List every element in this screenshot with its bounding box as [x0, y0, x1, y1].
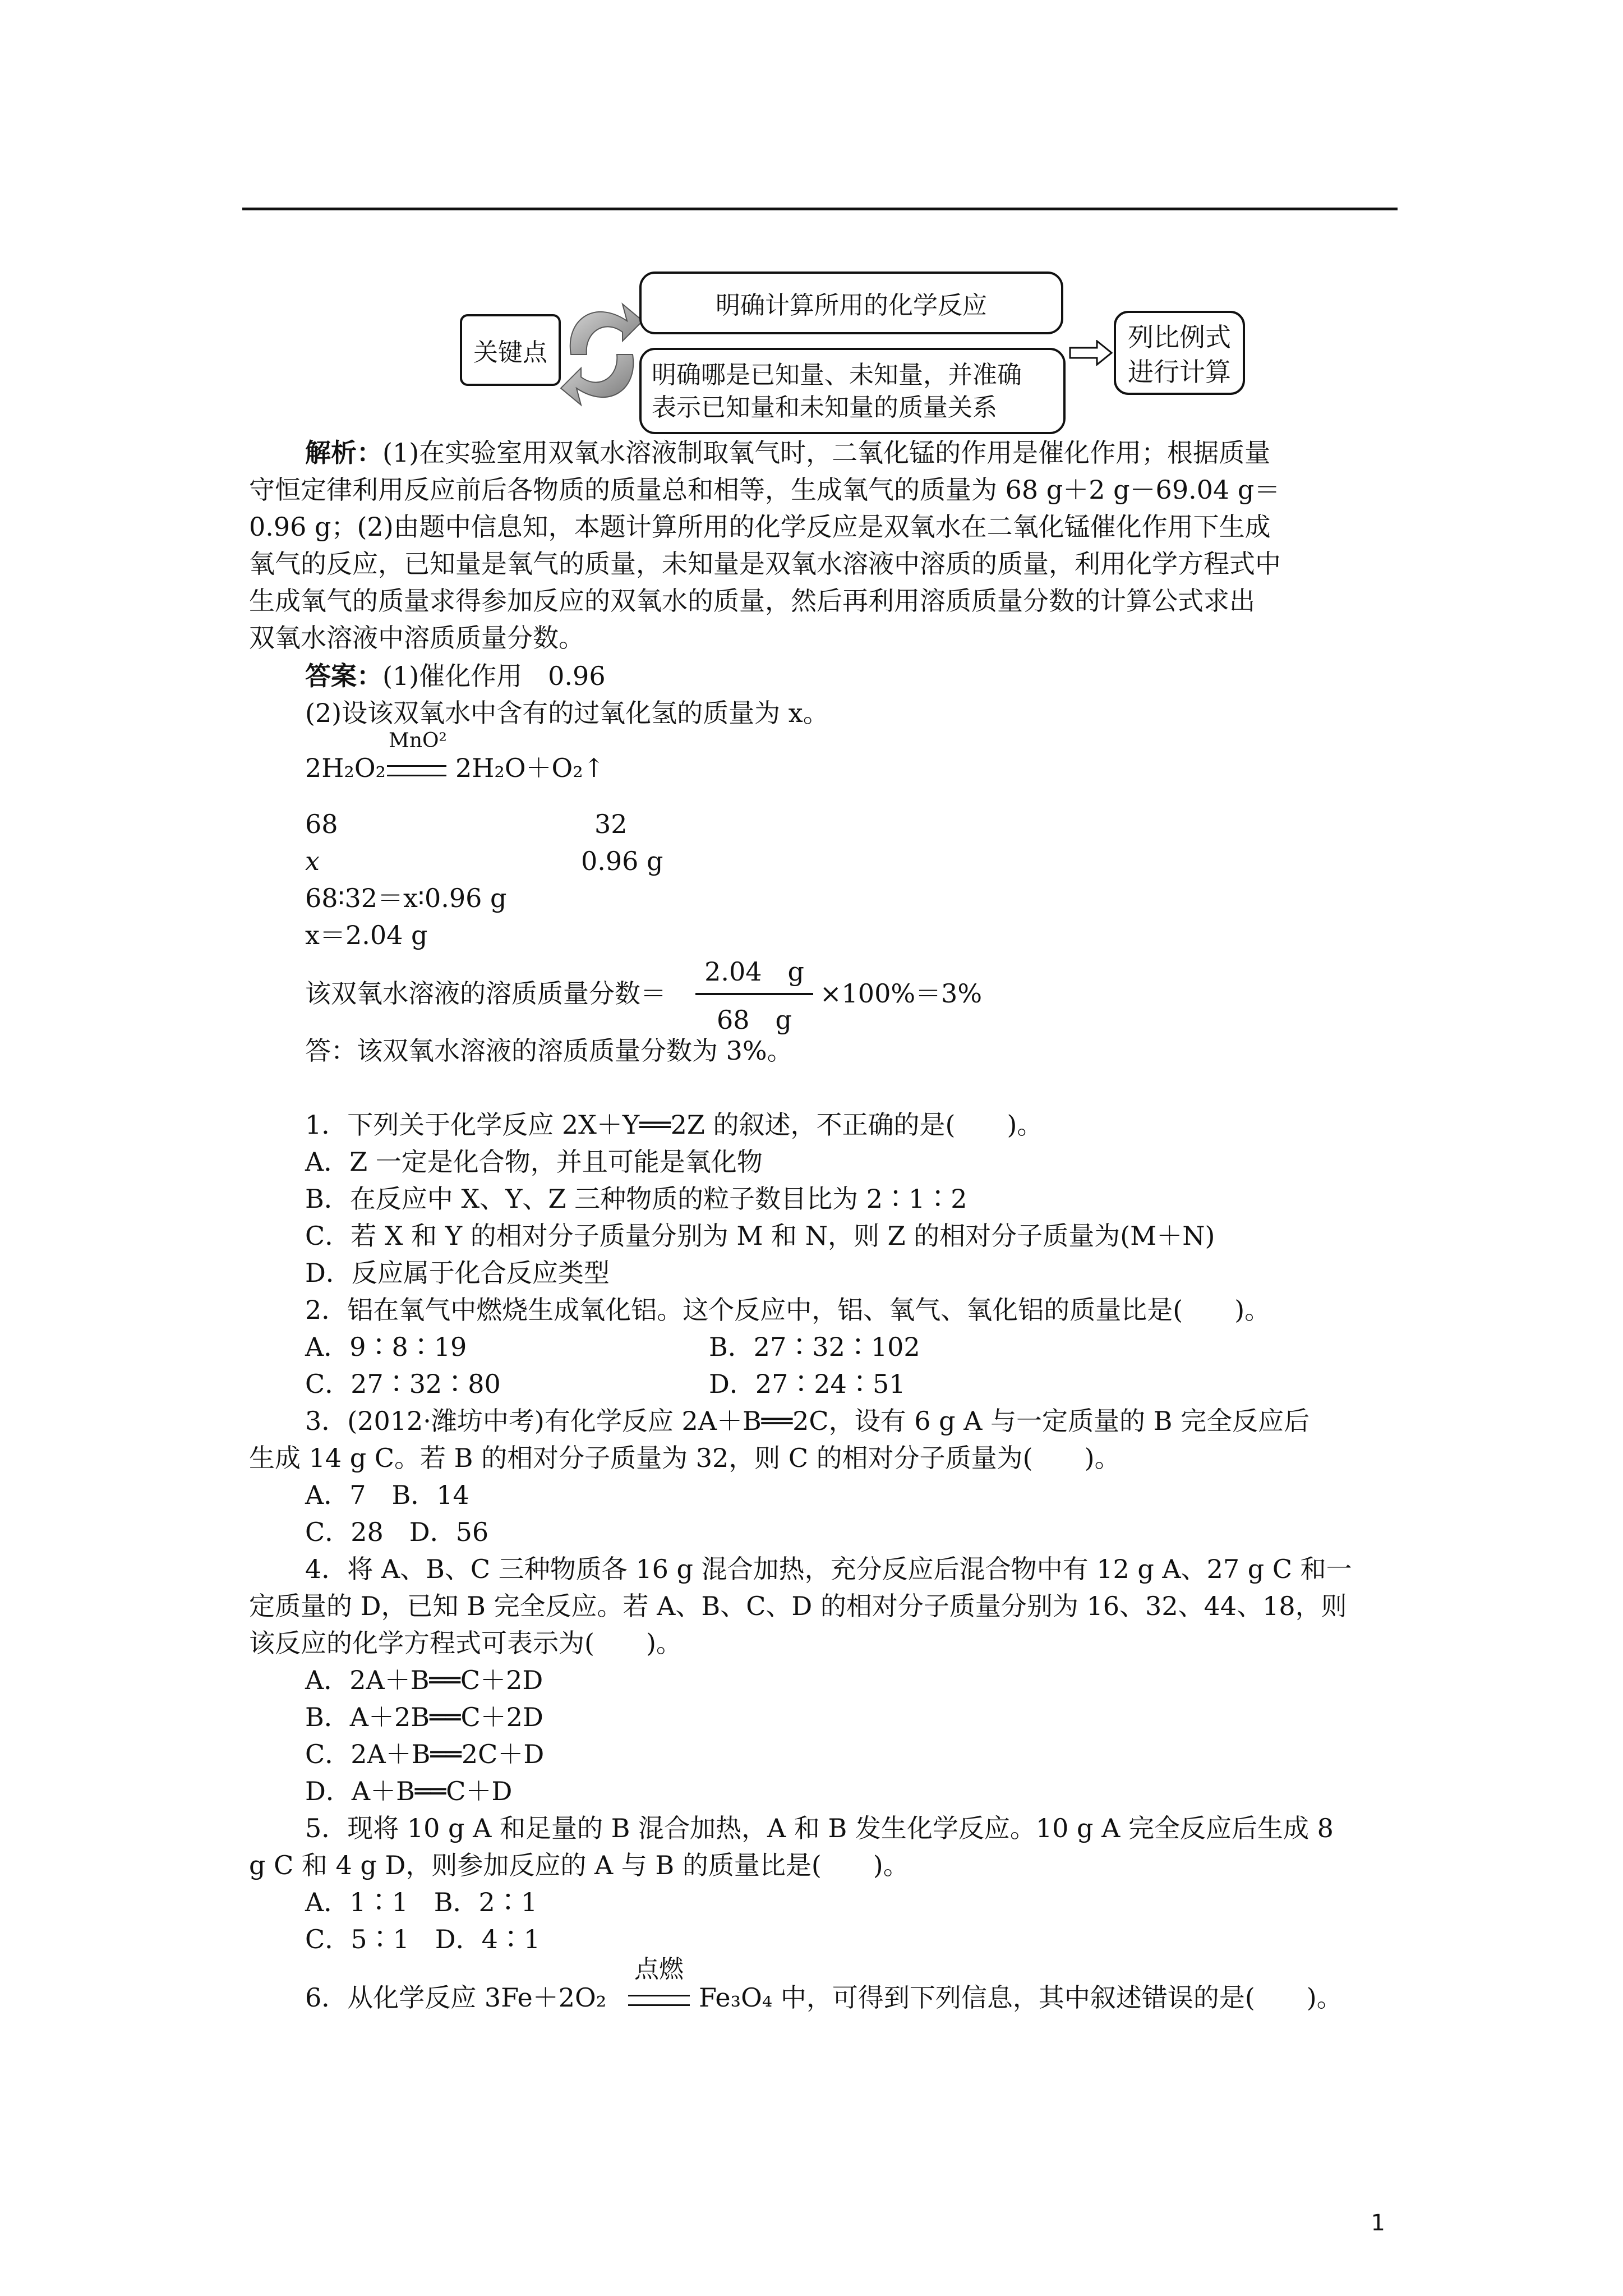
- q1-option-c: C．若 X 和 Y 的相对分子质量分别为 M 和 N，则 Z 的相对分子质量为(M＋N): [305, 1221, 1215, 1251]
- q4-option-d: D．A＋B══C＋D: [305, 1776, 513, 1806]
- header-rule: [242, 208, 1398, 210]
- analysis-line-3: 0.96 g；(2)由题中信息知，本题计算所用的化学反应是双氧水在二氧化锰催化作用下生成: [249, 512, 1271, 542]
- right-arrow-icon: [1069, 340, 1113, 366]
- q1-option-a: A．Z 一定是化合物，并且可能是氧化物: [305, 1147, 763, 1177]
- q6-equals: [628, 1995, 690, 2006]
- fraction-denominator: 68 g: [717, 1005, 792, 1035]
- bottom-step-box: [639, 348, 1066, 434]
- key-point-diagram: [460, 264, 1245, 443]
- analysis-label: 解析：: [305, 438, 382, 468]
- answer-label: 答案：: [305, 661, 382, 691]
- result-line: x＝2.04 g: [305, 920, 428, 950]
- key-point-box: 关键点: [460, 314, 561, 386]
- ratio-line: 68∶32＝x∶0.96 g: [305, 883, 507, 913]
- analysis-line-4: 氧气的反应，已知量是氧气的质量，未知量是双氧水溶液中溶质的质量，利用化学方程式中: [249, 549, 1281, 579]
- q2-stem: 2．铝在氧气中燃烧生成氧化铝。这个反应中，铝、氧气、氧化铝的质量比是( )。: [305, 1295, 1271, 1325]
- q2-option-c: C．27∶32∶80: [305, 1369, 501, 1399]
- q5-options-cd: C．5∶1 D．4∶1: [305, 1924, 541, 1954]
- equation-right: 2H₂O＋O₂↑: [455, 753, 605, 783]
- catalyst-label: MnO²: [389, 729, 447, 752]
- analysis-line-5: 生成氧气的质量求得参加反应的双氧水的质量，然后再利用溶质质量分数的计算公式求出: [249, 586, 1255, 616]
- analysis-line-1: 解析：(1)在实验室用双氧水溶液制取氧气时，二氧化锰的作用是催化作用；根据质量: [305, 438, 1271, 468]
- q3-stem-1: 3．(2012·潍坊中考)有化学反应 2A＋B══2C，设有 6 g A 与一定质量的 B 完全反应后: [305, 1406, 1310, 1436]
- cycle-arrows-icon: [560, 287, 644, 422]
- bottom-step-line-1: 明确哪是已知量、未知量，并准确: [652, 361, 1022, 389]
- final-answer: 答：该双氧水溶液的溶质质量分数为 3%。: [305, 1036, 793, 1066]
- result-line-2: 进行计算: [1128, 357, 1231, 387]
- fraction-numerator: 2.04 g: [704, 956, 804, 987]
- q5-stem-1: 5．现将 10 g A 和足量的 B 混合加热，A 和 B 发生化学反应。10 g A 完全反应后生成 8: [305, 1813, 1334, 1843]
- top-step-box: 明确计算所用的化学反应: [639, 272, 1063, 334]
- result-box: [1114, 311, 1245, 395]
- q1-option-d: D．反应属于化合反应类型: [305, 1258, 610, 1288]
- q3-stem-2: 生成 14 g C。若 B 的相对分子质量为 32，则 C 的相对分子质量为( )。: [249, 1443, 1121, 1473]
- q2-option-b: B．27∶32∶102: [709, 1332, 920, 1362]
- analysis-line-2: 守恒定律利用反应前后各物质的质量总和相等，生成氧气的质量为 68 g＋2 g－69.04 g＝: [249, 475, 1280, 505]
- bottom-step-line-2: 表示已知量和未知量的质量关系: [652, 393, 997, 422]
- q2-option-a: A．9∶8∶19: [305, 1332, 467, 1362]
- equation-left: 2H₂O₂: [305, 753, 386, 783]
- q1-stem: 1．下列关于化学反应 2X＋Y══2Z 的叙述，不正确的是( )。: [305, 1110, 1043, 1140]
- q5-options-ab: A．1∶1 B．2∶1: [305, 1887, 538, 1917]
- q6-condition: 点燃: [634, 1955, 684, 1984]
- q1-option-b: B．在反应中 X、Y、Z 三种物质的粒子数目比为 2∶1∶2: [305, 1184, 967, 1214]
- answer-line-1: 答案：(1)催化作用 0.96: [305, 661, 606, 691]
- q5-stem-2: g C 和 4 g D，则参加反应的 A 与 B 的质量比是( )。: [249, 1850, 909, 1880]
- mass-32: 32: [594, 809, 628, 839]
- q4-option-c: C．2A＋B══2C＋D: [305, 1739, 545, 1769]
- page-number: 1: [1371, 2210, 1385, 2236]
- equation-equals: [387, 765, 446, 776]
- fraction-prefix: 该双氧水溶液的溶质质量分数＝: [305, 978, 666, 1009]
- q4-option-a: A．2A＋B══C＋2D: [305, 1665, 543, 1695]
- value-096: 0.96 g: [581, 846, 663, 876]
- q4-stem-3: 该反应的化学方程式可表示为( )。: [249, 1628, 682, 1658]
- mass-68: 68: [305, 809, 338, 839]
- q6-stem-pre: 6．从化学反应 3Fe＋2O₂: [305, 1982, 607, 2013]
- q2-option-d: D．27∶24∶51: [709, 1369, 906, 1399]
- fraction-suffix: ×100%＝3%: [820, 978, 983, 1009]
- q6-stem-post: Fe₃O₄ 中，可得到下列信息，其中叙述错误的是( )。: [699, 1982, 1343, 2013]
- q3-options-cd: C．28 D．56: [305, 1517, 489, 1547]
- q3-options-ab: A．7 B．14: [305, 1480, 469, 1510]
- q4-stem-1: 4．将 A、B、C 三种物质各 16 g 混合加热，充分反应后混合物中有 12 g A、27 g C 和一: [305, 1554, 1352, 1584]
- answer-line-2: (2)设该双氧水中含有的过氧化氢的质量为 x。: [305, 698, 829, 728]
- fraction-bar: [695, 993, 813, 995]
- analysis-line-6: 双氧水溶液中溶质质量分数。: [249, 623, 584, 653]
- result-line-1: 列比例式: [1128, 322, 1231, 352]
- q4-option-b: B．A＋2B══C＋2D: [305, 1702, 543, 1732]
- unknown-x: x: [305, 846, 320, 876]
- q4-stem-2: 定质量的 D，已知 B 完全反应。若 A、B、C、D 的相对分子质量分别为 16、32、44、18，则: [249, 1591, 1347, 1621]
